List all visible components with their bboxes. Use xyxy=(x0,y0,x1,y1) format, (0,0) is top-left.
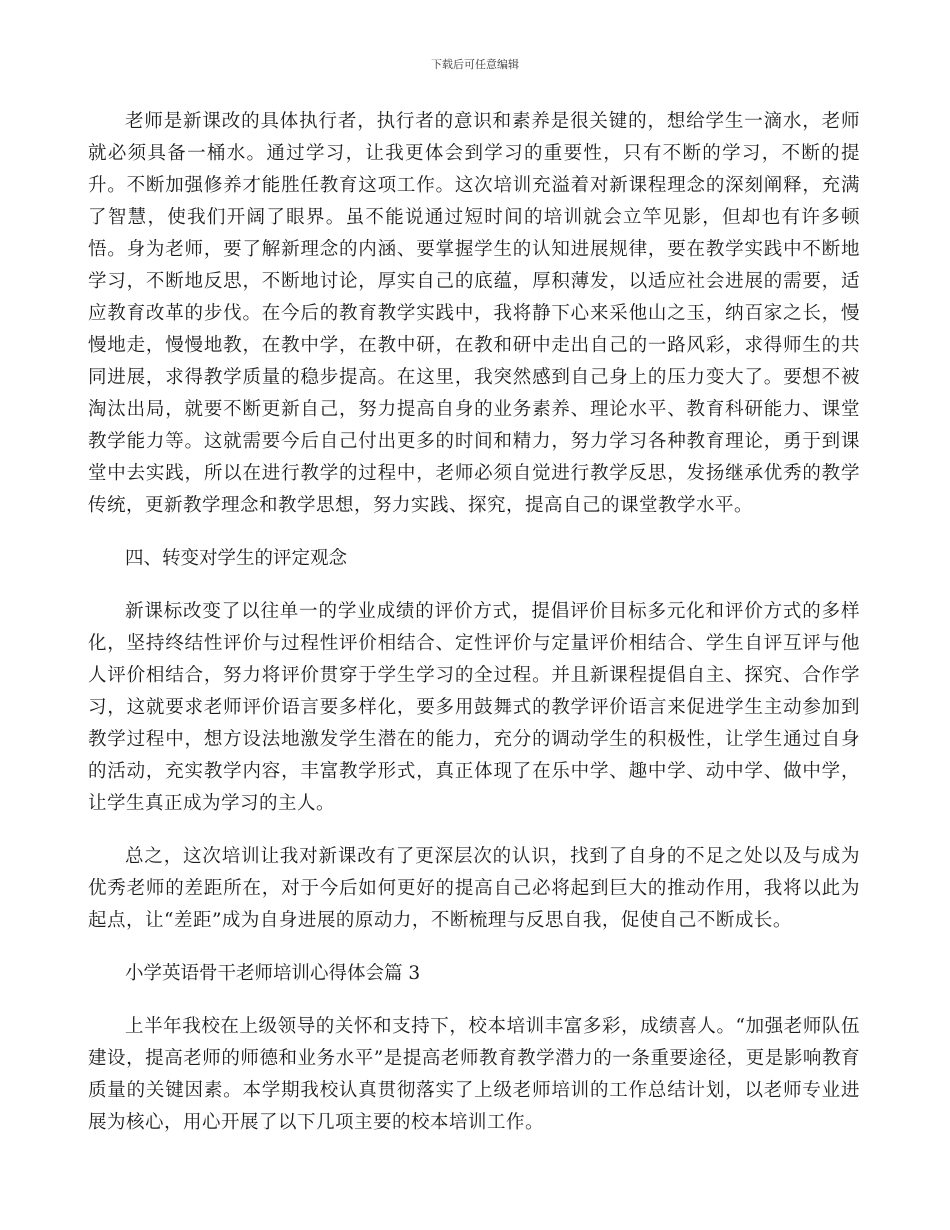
article-title-part-3: 小学英语骨干老师培训心得体会篇 3 xyxy=(125,963,421,984)
page-header: 下载后可任意编辑 xyxy=(431,58,519,71)
paragraph-teacher-role: 老师是新课改的具体执行者，执行者的意识和素养是很关键的，想给学生一滴水，老师就必须具备一桶水。通过学习，让我更体会到学习的重要性，只有不断的学习，不断的提升。不断加强修养才能胜任教育这项工作。这次培训充溢着对新课程理念的深刻阐释，充满了智慧，使我们开阔了眼界。虽不能说通过短时间的培训就会立竿见影，但却也有许多顿悟。身为老师，要了解新理念的内涵、要掌握学生的认知进展规律，要在教学实践中不断地学习，不断地反思，不断地讨论，厚实自己的底蕴，厚积薄发，以适应社会进展的需要，适应教育改革的步伐。在今后的教育教学实践中，我将静下心来采他山之玉，纳百家之长，慢慢地走，慢慢地教，在教中学，在教中研，在教和研中走出自己的一路风彩，求得师生的共同进展，求得教学质量的稳步提高。在这里，我突然感到自己身上的压力变大了。要想不被淘汰出局，就要不断更新自己，努力提高自身的业务素养、理论水平、教育科研能力、课堂教学能力等。这就需要今后自己付出更多的时间和精力，努力学习各种教育理论，勇于到课堂中去实践，所以在进行教学的过程中，老师必须自觉进行教学反思，发扬继承优秀的教学传统，更新教学理念和教学思想，努力实践、探究，提高自己的课堂教学水平。 xyxy=(88,111,860,516)
paragraph-evaluation: 新课标改变了以往单一的学业成绩的评价方式，提倡评价目标多元化和评价方式的多样化，坚持终结性评价与过程性评价相结合、定性评价与定量评价相结合、学生自评互评与他人评价相结合，努力将评价贯穿于学生学习的全过程。并且新课程提倡自主、探究、合作学习，这就要求老师评价语言要多样化，要多用鼓舞式的教学评价语言来促进学生主动参加到教学过程中，想方设法地激发学生潜在的能力，充分的调动学生的积极性，让学生通过自身的活动，充实教学内容，丰富教学形式，真正体现了在乐中学、趣中学、动中学、做中学，让学生真正成为学习的主人。 xyxy=(88,601,860,814)
document-body xyxy=(88,106,860,1160)
paragraph-school-training: 上半年我校在上级领导的关怀和支持下，校本培训丰富多彩，成绩喜人。“加强老师队伍建设，提高老师的师德和业务水平”是提高老师教育教学潜力的一条重要途径，更是影响教育质量的关键因素。本学期我校认真贯彻落实了上级老师培训的工作总结计划，以老师专业进展为核心，用心开展了以下几项主要的校本培训工作。 xyxy=(88,1016,860,1133)
paragraph-summary: 总之，这次培训让我对新课改有了更深层次的认识，找到了自身的不足之处以及与成为优秀老师的差距所在，对于今后如何更好的提高自己必将起到巨大的推动作用，我将以此为起点，让“差距”成为自身进展的原动力，不断梳理与反思自我，促使自己不断成长。 xyxy=(88,846,860,931)
section-heading-evaluation: 四、转变对学生的评定观念 xyxy=(125,548,348,569)
